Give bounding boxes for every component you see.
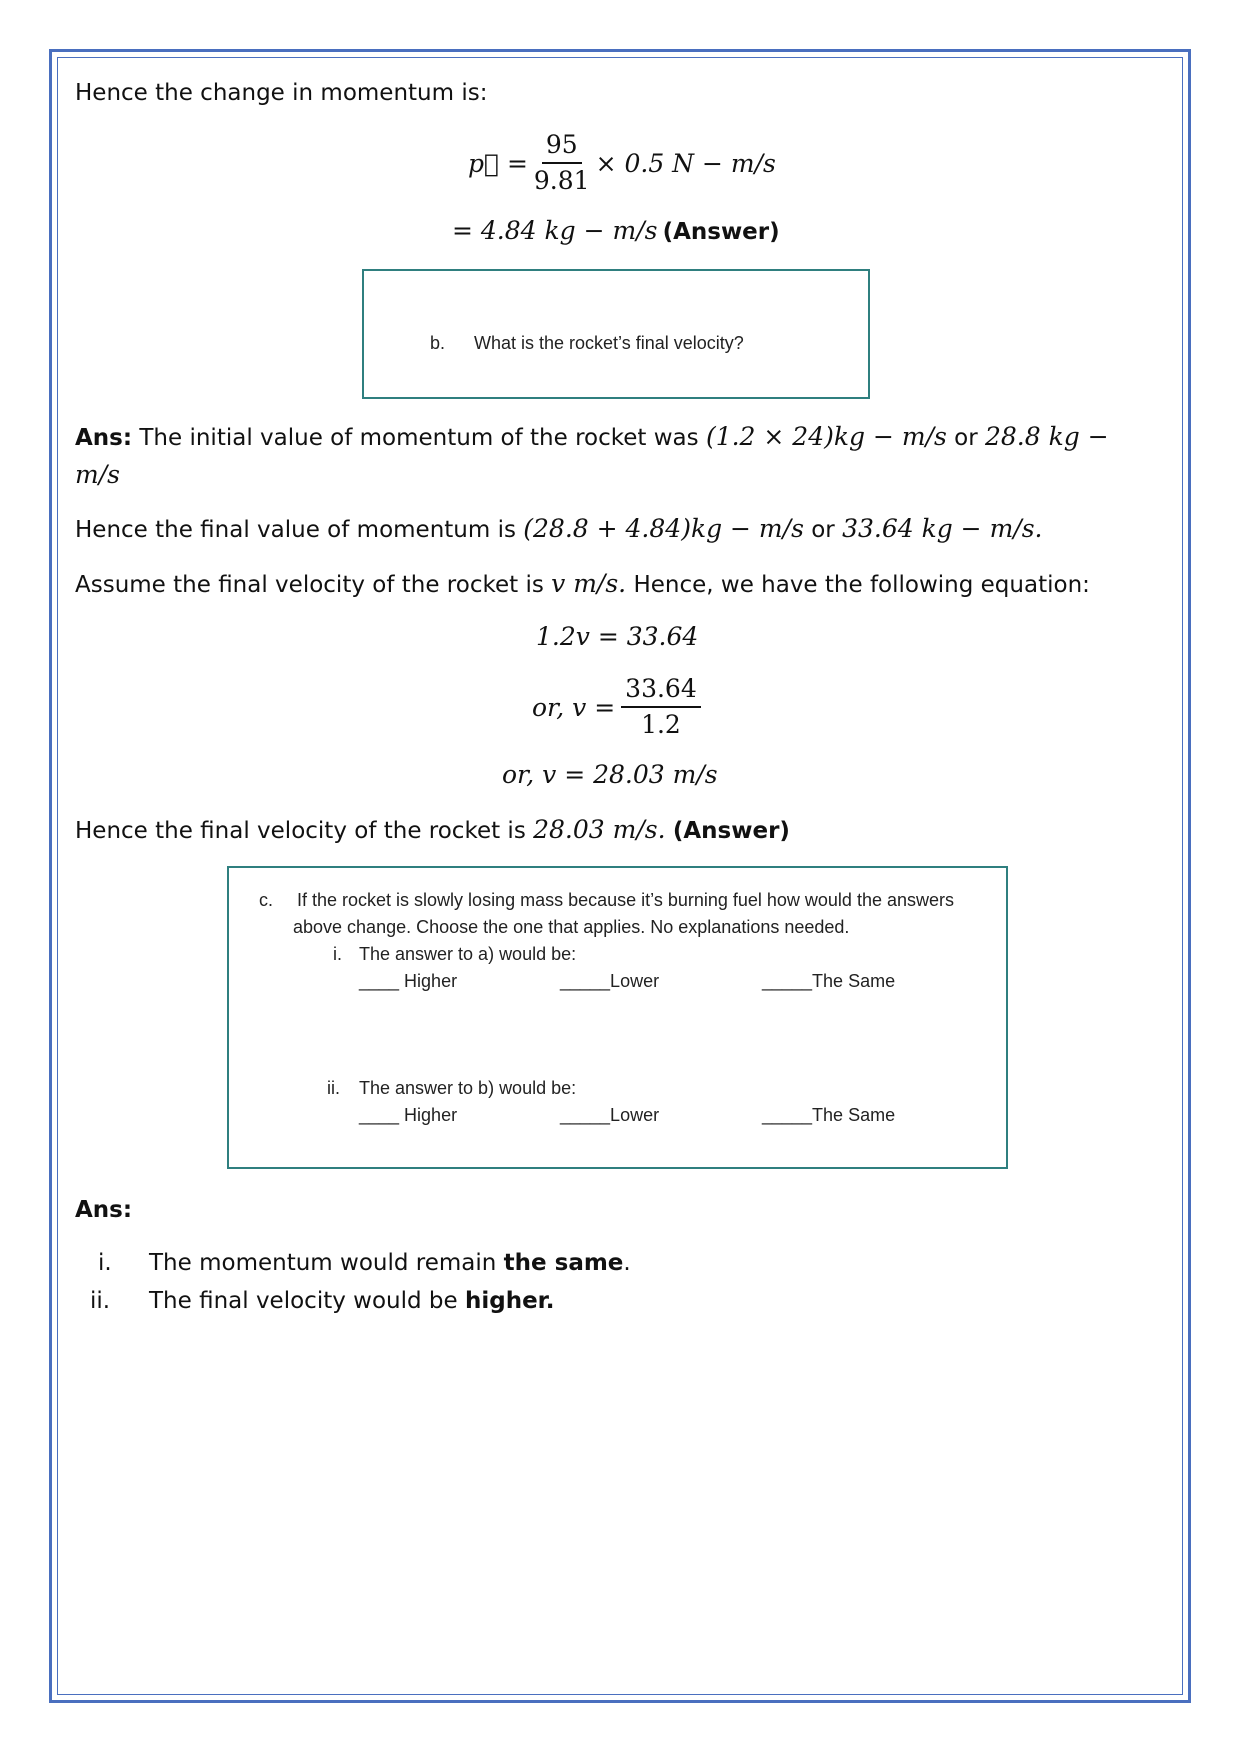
fraction-denominator: 9.81 <box>533 166 590 195</box>
momentum-result: = 4.84 kg − m/s <box>452 216 658 245</box>
initial-momentum-expr: (1.2 × 24)kg − m/s <box>705 422 947 451</box>
question-b-box <box>362 269 870 399</box>
option-i-same: _____The Same <box>762 971 896 991</box>
option-ii-same: _____The Same <box>762 1105 896 1125</box>
assume-text: Assume the final velocity of the rocket is <box>75 572 544 598</box>
final-momentum-value: 33.64 kg − m/s. <box>842 514 1043 543</box>
sub-question-i-text: The answer to a) would be: <box>359 944 577 964</box>
assume-velocity-line <box>75 569 1090 600</box>
sub-question-ii-text: The answer to b) would be: <box>359 1078 577 1098</box>
equation-intro-text: Hence, we have the following equation: <box>633 572 1090 598</box>
initial-momentum-unit-wrap: m/s <box>75 460 120 489</box>
final-velocity-line <box>75 815 790 846</box>
answer-c-i-bold: the same <box>503 1250 624 1276</box>
answer-c-ii <box>149 1286 554 1316</box>
answer-c-i-text: The momentum would remain <box>149 1250 497 1276</box>
equation-2 <box>532 672 701 742</box>
p-vector-symbol: p⃗ = <box>468 148 528 178</box>
equation-2-lhs: or, v = <box>532 692 616 722</box>
or-text: or <box>811 517 835 543</box>
question-c-marker: c. <box>259 890 274 910</box>
equation-tail: × 0.5 N − m/s <box>595 148 776 178</box>
momentum-intro: Hence the change in momentum is: <box>75 80 488 106</box>
sub-question-i-marker: i. <box>333 944 342 964</box>
equation-3: or, v = 28.03 m/s <box>502 760 718 789</box>
fraction-numerator: 33.64 <box>621 672 701 708</box>
initial-momentum-line <box>75 422 1109 453</box>
question-b-text: What is the rocket’s final velocity? <box>474 333 744 353</box>
question-c-line2: above change. Choose the one that applies. No explanations needed. <box>293 917 850 937</box>
fraction-denominator: 1.2 <box>641 710 681 739</box>
or-text: or <box>954 425 978 451</box>
final-velocity-text: Hence the final velocity of the rocket is <box>75 818 526 844</box>
final-momentum-expr: (28.8 + 4.84)kg − m/s <box>523 514 804 543</box>
answer-c-ii-marker: ii. <box>90 1288 111 1314</box>
fraction-95-over-981 <box>534 128 590 198</box>
final-momentum-text: Hence the final value of momentum is <box>75 517 516 543</box>
answer-tag-b: (Answer) <box>672 818 790 844</box>
option-i-higher: ____ Higher <box>359 971 458 991</box>
answer-c-ii-text: The final velocity would be <box>149 1288 458 1314</box>
ans-label-b: Ans: <box>75 425 133 451</box>
answer-tag-a: (Answer) <box>662 219 780 245</box>
momentum-equation <box>468 128 776 198</box>
option-i-lower: _____Lower <box>560 971 660 991</box>
initial-momentum-text: The initial value of momentum of the rocket was <box>139 425 699 451</box>
fraction-numerator: 95 <box>542 128 582 164</box>
answer-c-i-marker: i. <box>98 1250 112 1276</box>
equation-1: 1.2v = 33.64 <box>536 622 699 651</box>
question-c-box <box>227 866 1008 1169</box>
answer-c-i-end: . <box>623 1250 631 1276</box>
option-ii-lower: _____Lower <box>560 1105 660 1125</box>
question-b-marker: b. <box>430 333 446 353</box>
velocity-unit-expr: v m/s. <box>551 569 627 598</box>
question-c-line1: If the rocket is slowly losing mass because it’s burning fuel how would the answers <box>297 890 954 910</box>
fraction-3364-over-12 <box>621 672 701 742</box>
answer-c-ii-bold: higher. <box>464 1288 555 1314</box>
final-velocity-value: 28.03 m/s. <box>533 815 666 844</box>
option-ii-higher: ____ Higher <box>359 1105 458 1125</box>
final-momentum-line <box>75 514 1042 545</box>
ans-label-c: Ans: <box>75 1197 133 1223</box>
initial-momentum-value: 28.8 kg − <box>984 422 1109 451</box>
sub-question-ii-marker: ii. <box>327 1078 340 1098</box>
momentum-result-line <box>452 216 780 247</box>
answer-c-i <box>149 1248 631 1278</box>
